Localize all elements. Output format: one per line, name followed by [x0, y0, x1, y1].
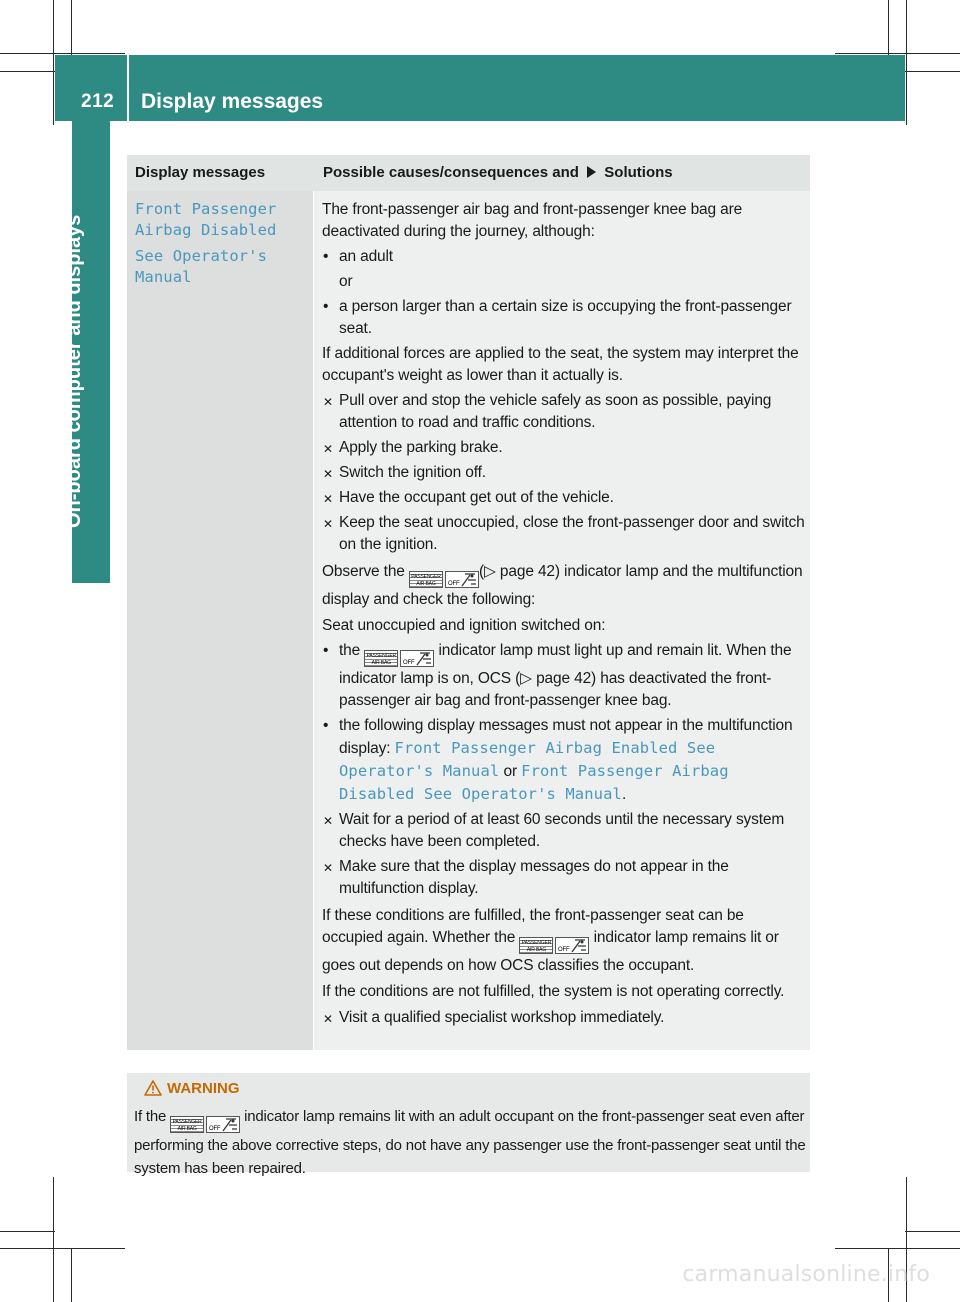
crop-mark — [905, 71, 960, 72]
column-divider — [313, 191, 314, 1050]
fulfilled-text — [322, 905, 808, 977]
display-message-line: Airbag Disabled — [135, 221, 277, 239]
action-text: Switch the ignition off. — [339, 464, 486, 481]
display-message — [135, 199, 305, 293]
display-message-inline: Front Passenger Airbag Enabled See Operator's Manual — [339, 739, 716, 780]
warning-title: WARNING — [167, 1080, 240, 1097]
bullet-text: indicator lamp must light up and remain lit. When the indicator lamp is on, OCS (▷ page 42) has deactivated the front-passenger air bag and front-passenger knee bag. — [339, 642, 792, 709]
action-text: Visit a qualified specialist workshop immediately. — [339, 1009, 665, 1026]
action-step — [322, 437, 808, 459]
action-step — [322, 809, 808, 853]
fulfilled-pre: If these conditions are fulfilled, the front-passenger seat can be occupied again. Whether the — [322, 907, 744, 946]
forces-text: If additional forces are applied to the seat, the system may interpret the occupant's weight as lower than it actually is. — [322, 345, 799, 384]
not-fulfilled-text: If the conditions are not fulfilled, the system is not operating correctly. — [322, 983, 785, 1000]
crop-mark — [0, 1248, 125, 1249]
observe-pre: Observe the — [322, 563, 405, 580]
action-arrow-icon: ✕ — [323, 1012, 333, 1026]
bullet-text: a person larger than a certain size is occupying the front-passenger seat. — [339, 298, 792, 337]
observe-ref: (▷ page 42) indicator lamp and the multifunction display and check the following: — [322, 563, 803, 608]
or-text: or — [339, 273, 353, 290]
bullet-mark: • — [323, 642, 329, 659]
display-message-line: Front Passenger — [135, 200, 277, 218]
action-text: Have the occupant get out of the vehicle. — [339, 489, 614, 506]
crop-mark — [0, 71, 55, 72]
action-step — [322, 462, 808, 484]
bullet-item — [322, 640, 808, 712]
watermark: carmanualsonline.info — [682, 1262, 930, 1287]
icon-text: AIR BAG — [526, 947, 547, 953]
crop-mark — [71, 0, 72, 55]
icon-text: OFF — [447, 581, 460, 587]
bullet-the: the — [339, 642, 361, 659]
arrow-right-icon — [586, 166, 597, 178]
passenger-airbag-off-icon — [519, 937, 589, 955]
action-text: Wait for a period of at least 60 seconds until the necessary system checks have been completed. — [339, 811, 785, 850]
bullet-mark: • — [323, 717, 329, 734]
or-word: or — [503, 763, 517, 780]
column-header-causes — [323, 155, 673, 191]
display-message-inline: Front Passenger Airbag Disabled See Operator's Manual — [339, 762, 729, 803]
warning-box — [127, 1073, 810, 1177]
crop-mark — [53, 0, 54, 125]
crop-mark — [71, 1248, 72, 1302]
bullet-text: an adult — [339, 248, 393, 265]
action-arrow-icon: ✕ — [323, 492, 333, 506]
display-message-line: Manual — [135, 268, 192, 286]
display-message-line: See Operator's — [135, 247, 268, 265]
passenger-airbag-off-icon — [409, 571, 479, 589]
warning-pre: If the — [134, 1108, 167, 1125]
action-arrow-icon: ✕ — [323, 395, 333, 409]
icon-text: AIR BAG — [416, 581, 436, 587]
causes-content — [322, 199, 808, 1032]
icon-text: OFF — [558, 947, 571, 953]
page-title: Display messages — [141, 90, 324, 113]
icon-text: OFF — [209, 1126, 221, 1132]
passenger-airbag-label-icon — [364, 650, 398, 667]
header-divider — [127, 55, 129, 121]
column-header-causes-text: Possible causes/consequences and — [323, 164, 579, 181]
bullet-mark: • — [323, 298, 329, 315]
action-arrow-icon: ✕ — [323, 861, 333, 875]
action-arrow-icon: ✕ — [323, 467, 333, 481]
column-header-messages: Display messages — [135, 164, 266, 181]
page-number: 212 — [81, 91, 115, 112]
intro-text: The front-passenger air bag and front-passenger knee bag are deactivated during the journey, although: — [322, 201, 743, 240]
fulfilled-post: indicator lamp remains lit or goes out depends on how OCS classifies the occupant. — [322, 929, 779, 974]
action-arrow-icon: ✕ — [323, 814, 333, 828]
icon-text: PASSENGER — [411, 574, 441, 580]
page-header — [55, 55, 905, 121]
crop-mark — [905, 1231, 960, 1232]
airbag-off-icon — [555, 937, 589, 954]
passenger-airbag-label-icon — [409, 571, 443, 588]
message-column — [127, 191, 313, 1050]
action-text: Keep the seat unoccupied, close the front-passenger door and switch on the ignition. — [339, 514, 805, 553]
column-header-solutions: Solutions — [604, 164, 673, 181]
icon-text: AIR BAG — [177, 1126, 197, 1132]
icon-text: AIR BAG — [371, 660, 391, 666]
icon-text: PASSENGER — [521, 940, 552, 946]
bullet-item — [322, 715, 808, 806]
bullet-text: the following display messages must not appear in the multifunction display: — [339, 717, 793, 757]
passenger-airbag-label-icon — [170, 1116, 204, 1133]
action-step — [322, 856, 808, 900]
action-text: Apply the parking brake. — [339, 439, 503, 456]
bullet-mark: • — [323, 248, 329, 265]
table-header — [127, 155, 810, 191]
side-tab-label: On-board computer and displays — [63, 214, 85, 528]
warning-text: indicator lamp remains lit with an adult occupant on the front-passenger seat even after performing the above corrective steps, do not have any passenger use the front-passenger seat until the system has been repaired. — [134, 1108, 806, 1177]
action-step — [322, 1007, 808, 1029]
passenger-airbag-off-icon — [170, 1116, 240, 1134]
warning-body — [134, 1105, 806, 1180]
action-step — [322, 487, 808, 509]
action-arrow-icon: ✕ — [323, 442, 333, 456]
crop-mark — [906, 0, 907, 125]
passenger-airbag-label-icon — [519, 937, 553, 954]
crop-mark — [835, 53, 960, 54]
bullet-item — [322, 296, 808, 340]
warning-triangle-icon — [144, 1080, 162, 1096]
crop-mark — [53, 1177, 54, 1302]
crop-mark — [0, 1231, 55, 1232]
passenger-airbag-off-icon — [364, 650, 434, 668]
action-arrow-icon: ✕ — [323, 517, 333, 531]
action-text: Make sure that the display messages do not appear in the multifunction display. — [339, 858, 729, 897]
airbag-off-icon — [206, 1116, 240, 1133]
bullet-item — [322, 246, 808, 268]
airbag-off-icon — [445, 571, 479, 588]
crop-mark — [0, 53, 125, 54]
icon-text: PASSENGER — [172, 1119, 202, 1125]
period: . — [621, 786, 627, 803]
crop-mark — [835, 1248, 960, 1249]
airbag-off-icon — [400, 650, 434, 667]
icon-text: OFF — [403, 660, 415, 666]
seat-condition: Seat unoccupied and ignition switched on: — [322, 617, 606, 634]
crop-mark — [888, 0, 889, 55]
icon-text: PASSENGER — [366, 653, 396, 659]
action-step — [322, 512, 808, 556]
action-text: Pull over and stop the vehicle safely as soon as possible, paying attention to road and traffic conditions. — [339, 392, 772, 431]
observe-text — [322, 561, 808, 611]
action-step — [322, 390, 808, 434]
